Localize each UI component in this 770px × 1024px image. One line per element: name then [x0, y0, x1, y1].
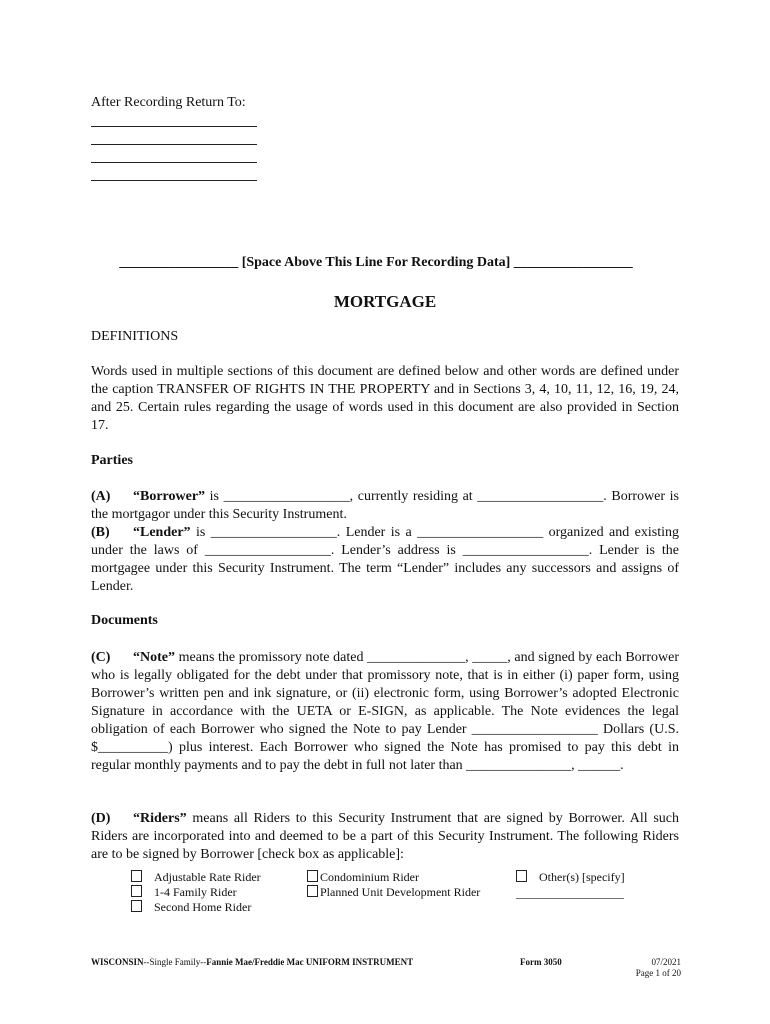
rider-checkbox[interactable] — [516, 870, 527, 882]
rider-checkbox[interactable] — [131, 885, 142, 897]
return-address-line — [91, 162, 257, 163]
definition-text: is __________________, currently residing at __________________. Borrower is the mortgagor under this Security Instrument. — [91, 489, 679, 522]
defined-term: “Note” — [133, 650, 175, 665]
documents-heading: Documents — [91, 613, 158, 628]
rider-others-specify-line: __________________ — [516, 886, 624, 900]
definitions-heading: DEFINITIONS — [91, 329, 179, 344]
definition-text: means the promissory note dated ______________, _____, and signed by each Borrower who is legally obligated for the debt under that promissory note, that is in either (i) paper form, using Borrower’s written pen and ink signature, or (ii) electronic form, using Borrower’s adopted Electronic Signature in accordance with the UETA or E-SIGN, as applicable. The Note evidences the legal obligation of each Borrower who signed the Note to pay Lender __________________ Dollars (U.S. $__________) plus interest. Each Borrower who signed the Note has promised to pay this debt in regular monthly payments and to pay the debt in full not later than _______________, ______. — [91, 650, 679, 773]
rider-second-home — [131, 900, 251, 915]
rider-condominium — [307, 870, 419, 885]
footer-separator: -- — [143, 957, 150, 967]
footer-single-family: Single Family — [149, 957, 201, 967]
return-address-line — [91, 180, 257, 181]
rider-adjustable-rate — [131, 870, 261, 885]
definition-d — [91, 810, 679, 864]
return-address-line — [91, 144, 257, 145]
footer-instrument — [91, 957, 413, 968]
parties-heading: Parties — [91, 453, 133, 468]
footer-form-number: Form 3050 — [520, 957, 562, 967]
footer-date: 07/2021 — [651, 957, 681, 967]
rider-label: Second Home Rider — [154, 900, 252, 914]
definition-text: is __________________. Lender is a __________________ organized and existing under the laws of __________________. Lender’s address is __________________. Lender is the mortgagee under this Security Instrument. The term “Lender” includes any successors and assigns of Lender. — [91, 525, 679, 594]
definitions-intro — [91, 363, 679, 435]
footer-instrument-name: Fannie Mae/Freddie Mac UNIFORM INSTRUMENT — [206, 957, 414, 967]
definitions-intro-text: Words used in multiple sections of this document are defined below and other words are defined under the caption TRANSFER OF RIGHTS IN THE PROPERTY and in Sections 3, 4, 10, 11, 12, 16, 19, 24, and 25. Certain rules regarding the usage of words used in this document are also provided in Section 17. — [91, 364, 679, 433]
rider-label: Planned Unit Development Rider — [320, 885, 481, 899]
definition-c — [91, 649, 679, 775]
footer-page-number: Page 1 of 20 — [635, 968, 681, 978]
definition-label: (C) — [91, 650, 111, 665]
rider-pud — [307, 885, 480, 900]
rider-checkbox[interactable] — [307, 870, 318, 882]
rider-label: 1-4 Family Rider — [154, 885, 237, 899]
definition-label: (A) — [91, 489, 111, 504]
definition-b — [91, 524, 679, 596]
definition-label: (D) — [91, 811, 111, 826]
rider-1-4-family — [131, 885, 237, 900]
footer-state: WISCONSIN — [91, 957, 144, 967]
rider-label: Other(s) [specify] — [539, 870, 625, 884]
rider-checkbox[interactable] — [131, 900, 142, 912]
rider-label: Condominium Rider — [320, 870, 419, 884]
recording-data-line: _________________ [Space Above This Line For Recording Data] _________________ — [119, 255, 633, 270]
return-address-line — [91, 126, 257, 127]
rider-checkbox[interactable] — [307, 885, 318, 897]
rider-others — [516, 870, 625, 885]
defined-term: “Riders” — [133, 811, 187, 826]
definition-text: means all Riders to this Security Instrument that are signed by Borrower. All such Riders are incorporated into and deemed to be a part of this Security Instrument. The following Riders are to be signed by Borrower [check box as applicable]: — [91, 811, 679, 862]
defined-term: “Lender” — [133, 525, 191, 540]
parties-section — [91, 488, 679, 596]
definition-label: (B) — [91, 525, 110, 540]
footer-separator: -- — [200, 957, 207, 967]
document-title: MORTGAGE — [333, 292, 437, 311]
return-to-label: After Recording Return To: — [91, 95, 246, 110]
definition-a — [91, 488, 679, 524]
rider-label: Adjustable Rate Rider — [154, 870, 261, 884]
defined-term: “Borrower” — [133, 489, 206, 504]
rider-checkbox[interactable] — [131, 870, 142, 882]
